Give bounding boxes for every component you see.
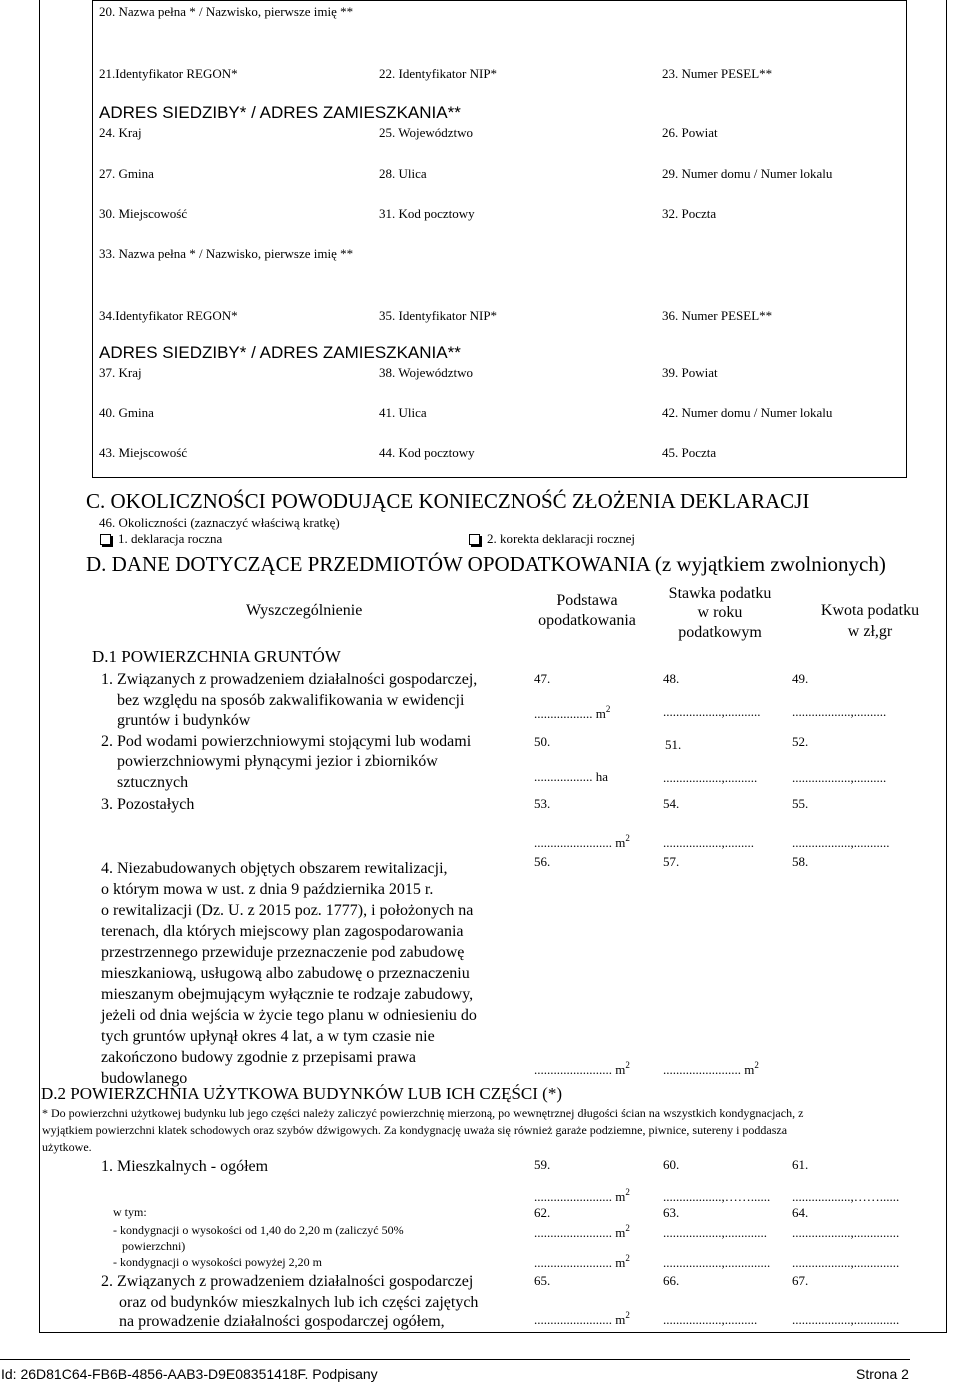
d1-r2-line3: sztucznych bbox=[117, 774, 189, 791]
section-d-heading: D. DANE DOTYCZĄCE PRZEDMIOTÓW OPODATKOWANIA (z wyjątkiem zwolnionych) bbox=[86, 552, 886, 576]
page-number: Strona 2 bbox=[856, 1366, 909, 1382]
field-46-label: 46. Okoliczności (zaznaczyć właściwą kratkę) bbox=[99, 515, 340, 530]
field-54-number: 54. bbox=[663, 796, 680, 811]
field-59-number: 59. bbox=[534, 1157, 551, 1172]
field-60-value[interactable]: ..................,……...... bbox=[663, 1189, 771, 1204]
field-48-number: 48. bbox=[663, 671, 680, 686]
frame-right bbox=[946, 0, 947, 1333]
field-52-number: 52. bbox=[792, 734, 809, 749]
d2-note-line3: użytkowe. bbox=[42, 1140, 92, 1154]
field-39-label: 39. Powiat bbox=[662, 365, 718, 380]
top-row-line bbox=[92, 0, 907, 1]
field-57-number: 57. bbox=[663, 854, 680, 869]
field-27-label: 27. Gmina bbox=[99, 166, 154, 181]
col-base-header-2: opodatkowania bbox=[538, 612, 636, 629]
field-50-value[interactable]: .................. ha bbox=[534, 769, 609, 784]
field-26-label: 26. Powiat bbox=[662, 125, 718, 140]
d1-r4-line1: 4. Niezabudowanych objętych obszarem rewitalizacji, bbox=[101, 860, 448, 877]
field-43-label: 43. Miejscowość bbox=[99, 445, 188, 460]
field-45-label: 45. Poczta bbox=[662, 445, 717, 460]
col-desc-header: Wyszczególnienie bbox=[246, 602, 363, 619]
d1-r3-label: 3. Pozostałych bbox=[101, 796, 195, 813]
address-heading-1: ADRES SIEDZIBY* / ADRES ZAMIESZKANIA** bbox=[99, 103, 461, 122]
col-base-header-1: Podstawa bbox=[556, 592, 618, 609]
field-64-value[interactable]: ..................,.............. bbox=[792, 1225, 900, 1240]
col-tax-header-2: w zł,gr bbox=[847, 623, 893, 640]
d1-r4-line6: mieszkaniową, usługową albo zabudowę o przeznaczeniu bbox=[101, 965, 470, 982]
field-64-number: 64. bbox=[792, 1205, 809, 1220]
inner-left bbox=[92, 0, 93, 478]
d1-r4-line10: zakończono budowy zgodnie z przepisami prawa bbox=[101, 1049, 416, 1066]
field-62b-value[interactable]: ........................ $m^2$ bbox=[534, 1253, 630, 1270]
field-56-value[interactable]: ........................ $m^2$ bbox=[534, 1060, 630, 1077]
field-47-value[interactable]: .................. $m^2$ bbox=[534, 704, 611, 721]
d1-r4-line5: przestrzennego przewiduje przeznaczenie pod zabudowę bbox=[101, 944, 465, 961]
field-63b-value[interactable]: ..................,.............. bbox=[663, 1255, 771, 1270]
field-63-value[interactable]: ..................,............. bbox=[663, 1225, 767, 1240]
field-56-number: 56. bbox=[534, 854, 551, 869]
checkbox-correction[interactable] bbox=[469, 534, 480, 545]
field-24-label: 24. Kraj bbox=[99, 125, 142, 140]
d2-r1-label: 1. Mieszkalnych - ogółem bbox=[101, 1158, 269, 1175]
d1-r1-line1: 1. Związanych z prowadzeniem działalności gospodarczej, bbox=[101, 671, 478, 688]
field-34-label: 34.Identyfikator REGON* bbox=[99, 308, 238, 323]
section-c-heading: C. OKOLICZNOŚCI POWODUJĄCE KONIECZNOŚĆ ZŁOŻENIA DEKLARACJI bbox=[86, 489, 810, 513]
frame-bottom bbox=[39, 1332, 947, 1333]
field-47-number: 47. bbox=[534, 671, 551, 686]
field-65-value[interactable]: ........................ $m^2$ bbox=[534, 1310, 630, 1327]
d2-wtym-label: w tym: bbox=[113, 1205, 147, 1219]
option-correction-label: 2. korekta deklaracji rocznej bbox=[487, 531, 635, 546]
field-38-label: 38. Województwo bbox=[379, 365, 474, 380]
field-51-number: 51. bbox=[665, 737, 682, 752]
field-23-label: 23. Numer PESEL** bbox=[662, 66, 773, 81]
address-heading-2: ADRES SIEDZIBY* / ADRES ZAMIESZKANIA** bbox=[99, 343, 461, 362]
d2-note-line1: * Do powierzchni użytkowej budynku lub jego części należy zaliczyć powierzchnię mierzoną, po wewnętrznej długości ścian na wszystkich kondygnacjach, z bbox=[42, 1106, 804, 1120]
d1-r4-line4: terenach, dla których miejscowy plan zagospodarowania bbox=[101, 923, 464, 940]
field-58-number: 58. bbox=[792, 854, 809, 869]
field-61-number: 61. bbox=[792, 1157, 809, 1172]
d1-r4-line7: mieszanym obejmującym wyłącznie te rodzaje zabudowy, bbox=[101, 986, 474, 1003]
field-62-number: 62. bbox=[534, 1205, 551, 1220]
field-20-label: 20. Nazwa pełna * / Nazwisko, pierwsze imię ** bbox=[99, 4, 354, 19]
field-33-label: 33. Nazwa pełna * / Nazwisko, pierwsze imię ** bbox=[99, 246, 354, 261]
checkbox-annual[interactable] bbox=[100, 534, 111, 545]
inner-right bbox=[906, 0, 907, 478]
field-28-label: 28. Ulica bbox=[379, 166, 427, 181]
field-67-number: 67. bbox=[792, 1273, 809, 1288]
field-61-value[interactable]: ..................,……...... bbox=[792, 1189, 900, 1204]
field-60-number: 60. bbox=[663, 1157, 680, 1172]
field-64b-value[interactable]: ..................,.............. bbox=[792, 1255, 900, 1270]
d1-r4-line8: jeżeli od dnia wejścia w życie tego planu w odniesieniu do bbox=[101, 1007, 477, 1024]
d2-sub2-line: - kondygnacji o wysokości powyżej 2,20 m bbox=[113, 1255, 322, 1269]
d1-heading: D.1 POWIERZCHNIA GRUNTÓW bbox=[92, 647, 341, 666]
field-22-label: 22. Identyfikator NIP* bbox=[379, 66, 498, 81]
d2-r2-line3: na prowadzenie działalności gospodarczej ogółem, bbox=[119, 1313, 445, 1330]
field-55-value[interactable]: ..................,........... bbox=[792, 835, 890, 850]
d1-r1-line3: gruntów i budynków bbox=[117, 712, 251, 729]
field-57-value[interactable]: ........................ $m^2$ bbox=[663, 1060, 759, 1077]
frame-left bbox=[39, 0, 40, 1333]
field-29-label: 29. Numer domu / Numer lokalu bbox=[662, 166, 833, 181]
col-rate-header-1: Stawka podatku bbox=[668, 585, 772, 602]
field-37-label: 37. Kraj bbox=[99, 365, 142, 380]
field-30-label: 30. Miejscowość bbox=[99, 206, 188, 221]
d2-heading: D.2 POWIERZCHNIA UŻYTKOWA BUDYNKÓW LUB ICH CZĘŚCI (*) bbox=[41, 1084, 562, 1103]
field-35-label: 35. Identyfikator NIP* bbox=[379, 308, 498, 323]
d2-sub1-line2: powierzchni) bbox=[122, 1239, 186, 1253]
document-id: Id: 26D81C64-FB6B-4856-AAB3-D9E08351418F. Podpisany bbox=[1, 1366, 378, 1382]
field-54-value[interactable]: ..................,......... bbox=[663, 835, 754, 850]
field-48-value[interactable]: ..................,........... bbox=[663, 704, 761, 719]
field-55-number: 55. bbox=[792, 796, 809, 811]
col-rate-header-2: w roku bbox=[697, 604, 743, 621]
d2-r2-line1: 2. Związanych z prowadzeniem działalności gospodarczej bbox=[101, 1273, 474, 1290]
d1-r4-line9: tych gruntów upłynął okres 4 lat, a w tym czasie nie bbox=[101, 1028, 435, 1045]
field-41-label: 41. Ulica bbox=[379, 405, 427, 420]
field-65-number: 65. bbox=[534, 1273, 551, 1288]
field-52-value[interactable]: ..................,.......... bbox=[792, 770, 887, 785]
footer-rule bbox=[0, 1359, 910, 1360]
field-63-number: 63. bbox=[663, 1205, 680, 1220]
field-32-label: 32. Poczta bbox=[662, 206, 717, 221]
d2-sub1-line1: - kondygnacji o wysokości od 1,40 do 2,20 m (zaliczyć 50% bbox=[113, 1223, 404, 1237]
d2-r2-line2: oraz od budynków mieszkalnych lub ich części zajętych bbox=[119, 1294, 479, 1311]
field-53-number: 53. bbox=[534, 796, 551, 811]
field-66-value[interactable]: ..................,.......... bbox=[663, 1312, 758, 1327]
field-53-value[interactable]: ........................ $m^2$ bbox=[534, 833, 630, 850]
inner-bottom bbox=[92, 477, 907, 478]
option-annual-label: 1. deklaracja roczna bbox=[118, 531, 223, 546]
d1-r4-line3: o rewitalizacji (Dz. U. z 2015 poz. 1777), i położonych na bbox=[101, 902, 474, 919]
col-rate-header-3: podatkowym bbox=[678, 624, 762, 641]
d1-r2-line2: powierzchniowymi płynącymi jezior i zbiorników bbox=[117, 753, 438, 770]
d1-r1-line2: bez względu na sposób zakwalifikowania w ewidencji bbox=[117, 692, 465, 709]
field-44-label: 44. Kod pocztowy bbox=[379, 445, 475, 460]
d2-note-line2: wyjątkiem powierzchni klatek schodowych oraz szybów dźwigowych. Za kondygnację uważa się również garaże podziemne, piwnice, sutereny i poddasza bbox=[42, 1123, 788, 1137]
d1-r2-line1: 2. Pod wodami powierzchniowymi stojącymi lub wodami bbox=[101, 733, 472, 750]
field-50-number: 50. bbox=[534, 734, 551, 749]
col-tax-header-1: Kwota podatku bbox=[820, 602, 920, 619]
field-51-value[interactable]: ..................,.......... bbox=[663, 770, 758, 785]
field-66-number: 66. bbox=[663, 1273, 680, 1288]
field-59-value[interactable]: ........................ $m^2$ bbox=[534, 1187, 630, 1204]
field-67-value[interactable]: ..................,.............. bbox=[792, 1312, 900, 1327]
field-21-label: 21.Identyfikator REGON* bbox=[99, 66, 238, 81]
d1-r4-line11: budowlanego bbox=[101, 1070, 188, 1087]
field-42-label: 42. Numer domu / Numer lokalu bbox=[662, 405, 833, 420]
field-25-label: 25. Województwo bbox=[379, 125, 474, 140]
field-40-label: 40. Gmina bbox=[99, 405, 154, 420]
field-49-value[interactable]: ..................,.......... bbox=[792, 704, 887, 719]
field-36-label: 36. Numer PESEL** bbox=[662, 308, 773, 323]
field-62-value[interactable]: ........................ $m^2$ bbox=[534, 1223, 630, 1240]
field-49-number: 49. bbox=[792, 671, 809, 686]
d1-r4-line2: o którym mowa w ust. z dnia 9 października 2015 r. bbox=[101, 881, 434, 898]
field-31-label: 31. Kod pocztowy bbox=[379, 206, 475, 221]
